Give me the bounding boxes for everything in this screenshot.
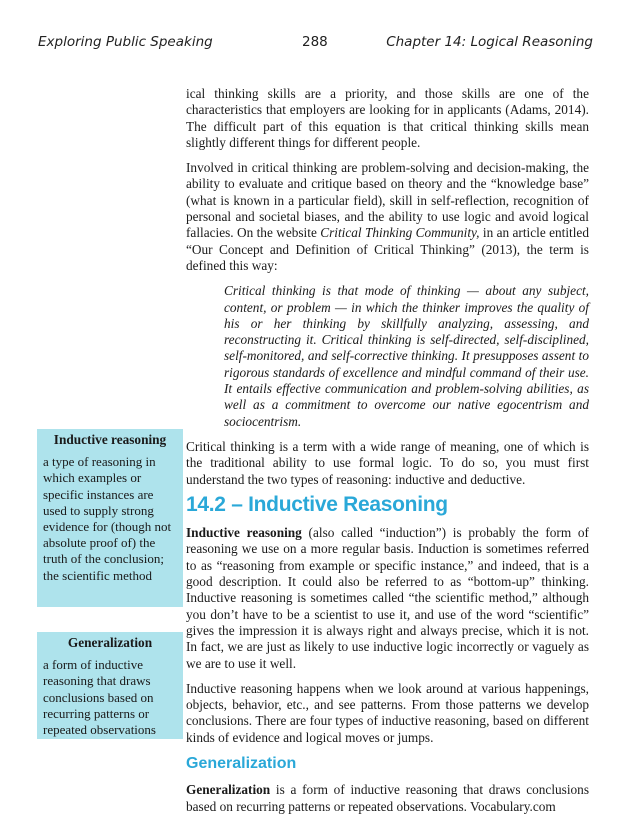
paragraph-critical-thinking-involves — [186, 160, 589, 274]
sidebar-box-generalization — [37, 632, 183, 739]
paragraph-text: in an article entitled “Our Concept and Definition of Critical Thinking” (2013), the term is defined this way: — [186, 225, 589, 273]
sidebar-definition: a type of reasoning in which examples or specific instances are used to supply strong evidence for (though not absolute proof of) the truth of the conclusion; the scientific method — [43, 454, 172, 583]
main-text-column — [186, 86, 589, 824]
paragraph-patterns: Inductive reasoning happens when we look around at various happenings, objects, behavior, etc., and see patterns. From those patterns we develop conclusions. There are four types of inductive reasoning, based on different kinds of evidence and logical moves or jumps. — [186, 680, 589, 745]
paragraph-text: is a form of inductive reasoning that draws conclusions based on recurring patterns or repeated observations. Vocabulary.com — [186, 782, 589, 814]
page-number: 288 — [302, 34, 328, 50]
website-name: Critical Thinking Community, — [320, 225, 480, 241]
section-heading: 14.2 – Inductive Reasoning — [186, 492, 448, 516]
term-generalization: Generalization — [186, 782, 271, 798]
paragraph-two-types: Critical thinking is a term with a wide range of meaning, one of which is the traditional ability to use formal logic. To do so, you must first understand the two types of reasoning: inductive and deductive. — [186, 438, 589, 487]
running-header-book-title: Exploring Public Speaking — [38, 34, 213, 50]
sidebar-term-title: Generalization — [67, 635, 153, 650]
sidebar-definition: a form of inductive reasoning that draws conclusions based on recurring patterns or repeated observations — [43, 657, 156, 738]
paragraph-inductive-reasoning — [186, 525, 589, 672]
term-inductive-reasoning: Inductive reasoning — [186, 525, 302, 541]
subheading-generalization: Generalization — [186, 754, 297, 772]
block-quote-definition: Critical thinking is that mode of thinking — about any subject, content, or problem — in which the thinker improves the quality of his or her thinking by skillfully analyzing, assessing, and reconstructing it. Critical thinking is self-directed, self-disciplined, self-monitored, and self-corrective thinking. It presupposes assent to rigorous standards of excellence and mindful command of their use. It entails effective communication and problem-solving abilities, as well as a commitment to overcome our native egocentrism and sociocentrism. — [224, 283, 589, 429]
sidebar-term-title: Inductive reasoning — [53, 432, 167, 447]
paragraph-generalization — [186, 782, 589, 815]
running-header-chapter: Chapter 14: Logical Reasoning — [386, 34, 593, 50]
paragraph-critical-thinking-employers: ical thinking skills are a priority, and those skills are one of the characteristics that employers are looking for in applicants (Adams, 2014). The difficult part of this equation is that critical thinking skills mean slightly different things for different people. — [186, 86, 589, 150]
sidebar-box-inductive-reasoning — [37, 429, 183, 607]
paragraph-text: Involved in critical thinking are problem-solving and decision-making, the ability to evaluate and critique based on theory and the “knowledge base” (what is known in a particular field), skill in self-reflection, recognition of personal and societal biases, and the ability to use logic and avoid logical fallacies. On the website — [186, 160, 589, 241]
paragraph-text: (also called “induction”) is probably the form of reasoning we use on a more regular basis. Induction is sometimes referred to as “reasoning from example or specific instance,” and indeed, that is a good description. It could also be referred to as “bottom-up” thinking. Inductive reasoning is sometimes called “the scientific method,” although you don’t have to be a scientist to use it, and use of the word “scientific” gives the impression it is always right and always precise, which it is not. In fact, we are just as likely to use inductive logic incorrectly or vaguely as we are to use it well. — [186, 525, 589, 671]
